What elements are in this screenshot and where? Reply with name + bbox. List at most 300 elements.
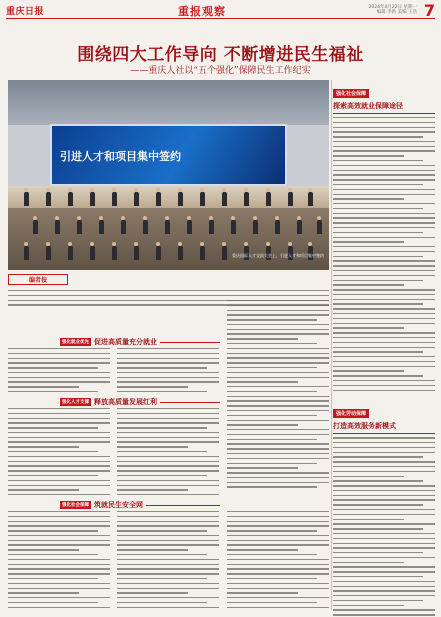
text-line: [117, 358, 219, 359]
text-line: [333, 227, 435, 228]
text-line: [333, 437, 435, 438]
text-line: [8, 465, 110, 466]
text-line: [227, 343, 317, 344]
sidebar-2-text: [333, 437, 435, 617]
date-line-2: 编辑 李新 美编 王浩: [376, 10, 417, 15]
text-line: [8, 358, 110, 359]
column-2-text: [117, 348, 219, 396]
text-line: [117, 446, 188, 447]
text-line: [8, 446, 79, 447]
text-line: [227, 448, 329, 449]
text-line: [333, 303, 423, 304]
text-line: [333, 609, 435, 610]
text-line: [333, 476, 404, 477]
photo-person: [134, 192, 139, 206]
subheadline: ——重庆人社以“五个强化”保障民生工作纪实: [130, 66, 311, 76]
text-line: [333, 294, 435, 295]
text-line: [333, 499, 435, 500]
text-line: [227, 405, 329, 406]
text-line: [8, 372, 110, 373]
photo-person-head: [68, 188, 72, 192]
photo-person-head: [143, 216, 147, 220]
photo-person-head: [308, 242, 312, 246]
text-line: [333, 251, 435, 252]
text-line: [8, 451, 98, 452]
text-line: [227, 516, 329, 517]
photo-person: [24, 192, 29, 206]
text-line: [333, 485, 435, 486]
text-line: [333, 170, 435, 171]
text-line: [333, 375, 423, 376]
text-line: [333, 581, 435, 582]
text-line: [333, 390, 435, 391]
photo-person-head: [33, 216, 37, 220]
photo-person: [200, 192, 205, 206]
text-line: [227, 467, 298, 468]
text-line: [333, 165, 435, 166]
photo-person: [222, 192, 227, 206]
text-line: [227, 391, 317, 392]
text-line: [117, 422, 219, 423]
text-line: [117, 489, 188, 490]
text-line: [333, 284, 404, 285]
photo-person-head: [112, 188, 116, 192]
photo-person: [253, 220, 258, 234]
text-line: [8, 521, 110, 522]
text-line: [117, 521, 219, 522]
editor-note-label: 编者按: [28, 277, 47, 284]
text-line: [227, 300, 329, 301]
text-line: [333, 179, 435, 180]
text-line: [8, 607, 110, 608]
sidebar-1-text: [333, 117, 435, 391]
text-line: [117, 549, 188, 550]
text-line: [227, 568, 329, 569]
text-line: [8, 516, 110, 517]
photo-person-head: [178, 242, 182, 246]
text-line: [227, 564, 329, 565]
text-line: [227, 443, 329, 444]
text-line: [333, 146, 435, 147]
text-line: [333, 490, 435, 491]
text-line: [8, 525, 110, 526]
photo-person-head: [297, 216, 301, 220]
text-line: [8, 592, 79, 593]
text-line: [117, 554, 207, 555]
text-line: [8, 413, 110, 414]
photo-person-head: [187, 216, 191, 220]
text-line: [117, 348, 219, 349]
photo-person: [112, 192, 117, 206]
photo-person: [77, 220, 82, 234]
text-line: [227, 314, 329, 315]
text-line: [8, 367, 98, 368]
photo-person: [187, 220, 192, 234]
text-line: [8, 583, 110, 584]
text-line: [227, 396, 329, 397]
photo-person-head: [253, 216, 257, 220]
text-line: [333, 203, 435, 204]
sidebar-2-title: 打造高效服务新模式: [333, 421, 435, 434]
text-line: [333, 351, 423, 352]
text-line: [333, 447, 435, 448]
text-line: [333, 370, 404, 371]
photo-person: [33, 220, 38, 234]
text-line: [8, 578, 98, 579]
text-line: [333, 265, 435, 266]
text-line: [333, 194, 435, 195]
column-3-text: [227, 300, 329, 491]
newspaper-logo: 重庆日报: [6, 7, 45, 17]
photo-person-head: [134, 242, 138, 246]
photo-person: [209, 220, 214, 234]
text-line: [117, 461, 219, 462]
text-line: [117, 367, 207, 368]
text-line: [227, 410, 329, 411]
photo-person-head: [288, 188, 292, 192]
text-line: [227, 429, 329, 430]
text-line: [333, 275, 435, 276]
text-line: [117, 568, 219, 569]
text-line: [333, 308, 435, 309]
photo-person: [90, 192, 95, 206]
column-2c-text: [117, 511, 219, 611]
photo-person-head: [266, 188, 270, 192]
photo-person: [55, 220, 60, 234]
text-line: [227, 482, 329, 483]
text-line: [8, 494, 110, 495]
photo-person-head: [156, 188, 160, 192]
photo-person: [231, 220, 236, 234]
photo-person-head: [231, 216, 235, 220]
text-line: [8, 485, 110, 486]
text-line: [333, 332, 435, 333]
text-line: [8, 391, 98, 392]
sidebar-2-tag: 强化劳动保障: [333, 409, 369, 418]
text-line: [333, 246, 435, 247]
text-line: [117, 578, 207, 579]
text-line: [117, 427, 207, 428]
text-line: [8, 588, 110, 589]
text-line: [8, 559, 110, 560]
text-line: [8, 480, 110, 481]
text-line: [227, 415, 317, 416]
text-line: [333, 270, 435, 271]
photo-person: [297, 220, 302, 234]
sidebar-1-tag: 强化社会保障: [333, 89, 369, 98]
text-line: [227, 544, 329, 545]
lead-photo: [8, 80, 329, 270]
text-line: [8, 437, 110, 438]
photo-person: [68, 192, 73, 206]
text-line: [227, 511, 329, 512]
text-line: [8, 511, 110, 512]
photo-person: [244, 192, 249, 206]
text-line: [333, 576, 423, 577]
text-line: [117, 408, 219, 409]
photo-person: [308, 192, 313, 206]
section-1-header: [60, 337, 220, 347]
text-line: [333, 208, 423, 209]
photo-person-head: [55, 216, 59, 220]
text-line: [227, 549, 298, 550]
text-line: [117, 441, 219, 442]
text-line: [8, 441, 110, 442]
text-line: [117, 480, 219, 481]
text-line: [333, 299, 435, 300]
text-line: [227, 386, 329, 387]
section-2-tag: 强化人才支撑: [62, 400, 89, 405]
text-line: [333, 337, 435, 338]
text-line: [333, 480, 423, 481]
photo-person-head: [165, 216, 169, 220]
text-line: [227, 305, 329, 306]
photo-person-head: [90, 188, 94, 192]
text-line: [333, 155, 404, 156]
text-line: [8, 597, 110, 598]
photo-person-head: [46, 242, 50, 246]
text-line: [227, 530, 317, 531]
column-1-text: [8, 348, 110, 396]
screen-text: 引进人才和项目集中签约: [60, 150, 181, 163]
text-line: [117, 544, 219, 545]
text-line: [333, 327, 404, 328]
text-line: [8, 544, 110, 545]
text-line: [333, 160, 423, 161]
text-line: [333, 318, 435, 319]
text-line: [333, 543, 435, 544]
section-3-title: 筑就民生安全网: [94, 500, 143, 509]
photo-person: [275, 220, 280, 234]
text-line: [333, 519, 404, 520]
text-line: [227, 573, 329, 574]
text-line: [333, 562, 404, 563]
text-line: [227, 477, 329, 478]
page-number: 7: [423, 1, 435, 20]
text-line: [333, 117, 435, 118]
photo-person-head: [24, 188, 28, 192]
text-line: [227, 434, 329, 435]
text-line: [227, 521, 329, 522]
text-line: [333, 232, 423, 233]
column-1b-text: [8, 408, 110, 499]
text-line: [8, 554, 98, 555]
text-line: [227, 592, 298, 593]
text-line: [8, 470, 110, 471]
text-line: [8, 408, 110, 409]
text-line: [333, 552, 423, 553]
text-line: [333, 595, 435, 596]
text-line: [333, 136, 423, 137]
text-line: [117, 559, 219, 560]
text-line: [333, 184, 423, 185]
text-line: [333, 222, 435, 223]
section-2-header: [60, 397, 220, 407]
text-line: [117, 607, 219, 608]
text-line: [227, 333, 329, 334]
photo-ceiling: [8, 80, 329, 125]
text-line: [117, 592, 188, 593]
photo-person-head: [244, 188, 248, 192]
text-line: [117, 573, 219, 574]
text-line: [333, 590, 435, 591]
text-line: [333, 342, 435, 343]
text-line: [333, 356, 435, 357]
text-line: [117, 372, 219, 373]
text-line: [333, 189, 435, 190]
text-line: [227, 357, 329, 358]
text-line: [8, 348, 110, 349]
text-line: [117, 602, 207, 603]
text-line: [333, 241, 404, 242]
text-line: [117, 386, 188, 387]
text-line: [117, 377, 219, 378]
text-line: [333, 586, 435, 587]
editor-note-box: [8, 274, 68, 285]
text-line: [117, 465, 219, 466]
text-line: [8, 564, 110, 565]
text-line: [333, 347, 435, 348]
text-line: [227, 602, 317, 603]
text-line: [333, 605, 404, 606]
date-line-1: 2024年4月22日 星期一: [368, 5, 417, 10]
text-line: [227, 324, 329, 325]
text-line: [333, 127, 435, 128]
photo-stage: [8, 186, 329, 208]
text-line: [333, 442, 435, 443]
text-line: [227, 597, 329, 598]
text-line: [117, 494, 219, 495]
text-line: [227, 329, 329, 330]
text-line: [227, 319, 317, 320]
text-line: [333, 557, 435, 558]
text-line: [227, 338, 298, 339]
text-line: [333, 361, 435, 362]
text-line: [117, 597, 219, 598]
text-line: [227, 367, 317, 368]
text-line: [333, 614, 435, 615]
text-line: [227, 372, 329, 373]
sidebar: [333, 80, 435, 617]
text-line: [333, 385, 435, 386]
text-line: [333, 600, 423, 601]
text-line: [117, 362, 219, 363]
photo-person: [288, 192, 293, 206]
photo-person-head: [317, 216, 321, 220]
text-line: [227, 578, 317, 579]
photo-person: [99, 220, 104, 234]
text-line: [8, 362, 110, 363]
text-line: [117, 381, 219, 382]
photo-person: [156, 192, 161, 206]
text-line: [117, 456, 219, 457]
photo-person-head: [200, 188, 204, 192]
section-2-title: 释放高质量发展红利: [94, 397, 157, 406]
text-line: [333, 260, 435, 261]
text-line: [8, 381, 110, 382]
text-line: [227, 525, 329, 526]
text-line: [333, 528, 423, 529]
text-line: [117, 470, 219, 471]
text-line: [333, 495, 435, 496]
photo-person-head: [90, 242, 94, 246]
text-line: [8, 432, 110, 433]
photo-person-head: [121, 216, 125, 220]
photo-person-head: [24, 242, 28, 246]
text-line: [227, 453, 329, 454]
text-line: [333, 198, 404, 199]
text-line: [333, 571, 435, 572]
text-line: [333, 380, 435, 381]
photo-person-head: [222, 188, 226, 192]
text-line: [333, 256, 423, 257]
text-line: [117, 432, 219, 433]
masthead: [6, 3, 435, 19]
text-line: [8, 461, 110, 462]
text-line: [227, 377, 329, 378]
text-line: [8, 353, 110, 354]
text-line: [333, 313, 435, 314]
text-line: [8, 535, 110, 536]
photo-person-head: [46, 188, 50, 192]
text-line: [117, 530, 207, 531]
text-line: [227, 559, 329, 560]
photo-person-head: [222, 242, 226, 246]
text-line: [333, 174, 435, 175]
section-3-header: [60, 500, 220, 510]
text-line: [117, 475, 207, 476]
text-line: [227, 310, 329, 311]
photo-person-head: [200, 242, 204, 246]
photo-person-head: [308, 188, 312, 192]
text-line: [333, 461, 435, 462]
text-line: [333, 538, 435, 539]
text-line: [227, 420, 329, 421]
text-line: [8, 602, 98, 603]
photo-person: [266, 192, 271, 206]
headline: 围绕四大工作导向 不断增进民生福祉: [77, 45, 364, 65]
text-line: [117, 588, 219, 589]
text-line: [8, 568, 110, 569]
text-line: [227, 463, 317, 464]
section-1-title: 促进高质量充分就业: [94, 337, 157, 346]
text-line: [8, 427, 98, 428]
text-line: [333, 509, 435, 510]
photo-person-head: [68, 242, 72, 246]
text-line: [8, 456, 110, 457]
text-line: [8, 540, 110, 541]
text-line: [117, 353, 219, 354]
text-line: [8, 377, 110, 378]
text-line: [8, 295, 329, 296]
sidebar-1-title: 探索高效就业保障途径: [333, 101, 435, 114]
text-line: [117, 391, 207, 392]
text-line: [227, 362, 329, 363]
text-line: [227, 486, 317, 487]
photo-person-head: [77, 216, 81, 220]
text-line: [227, 400, 329, 401]
photo-person: [121, 220, 126, 234]
text-line: [117, 511, 219, 512]
text-line: [333, 452, 435, 453]
text-line: [333, 514, 435, 515]
photo-person-head: [112, 242, 116, 246]
text-line: [333, 280, 423, 281]
photo-person-head: [288, 242, 292, 246]
text-line: [333, 466, 435, 467]
photo-person: [46, 192, 51, 206]
text-line: [117, 418, 219, 419]
